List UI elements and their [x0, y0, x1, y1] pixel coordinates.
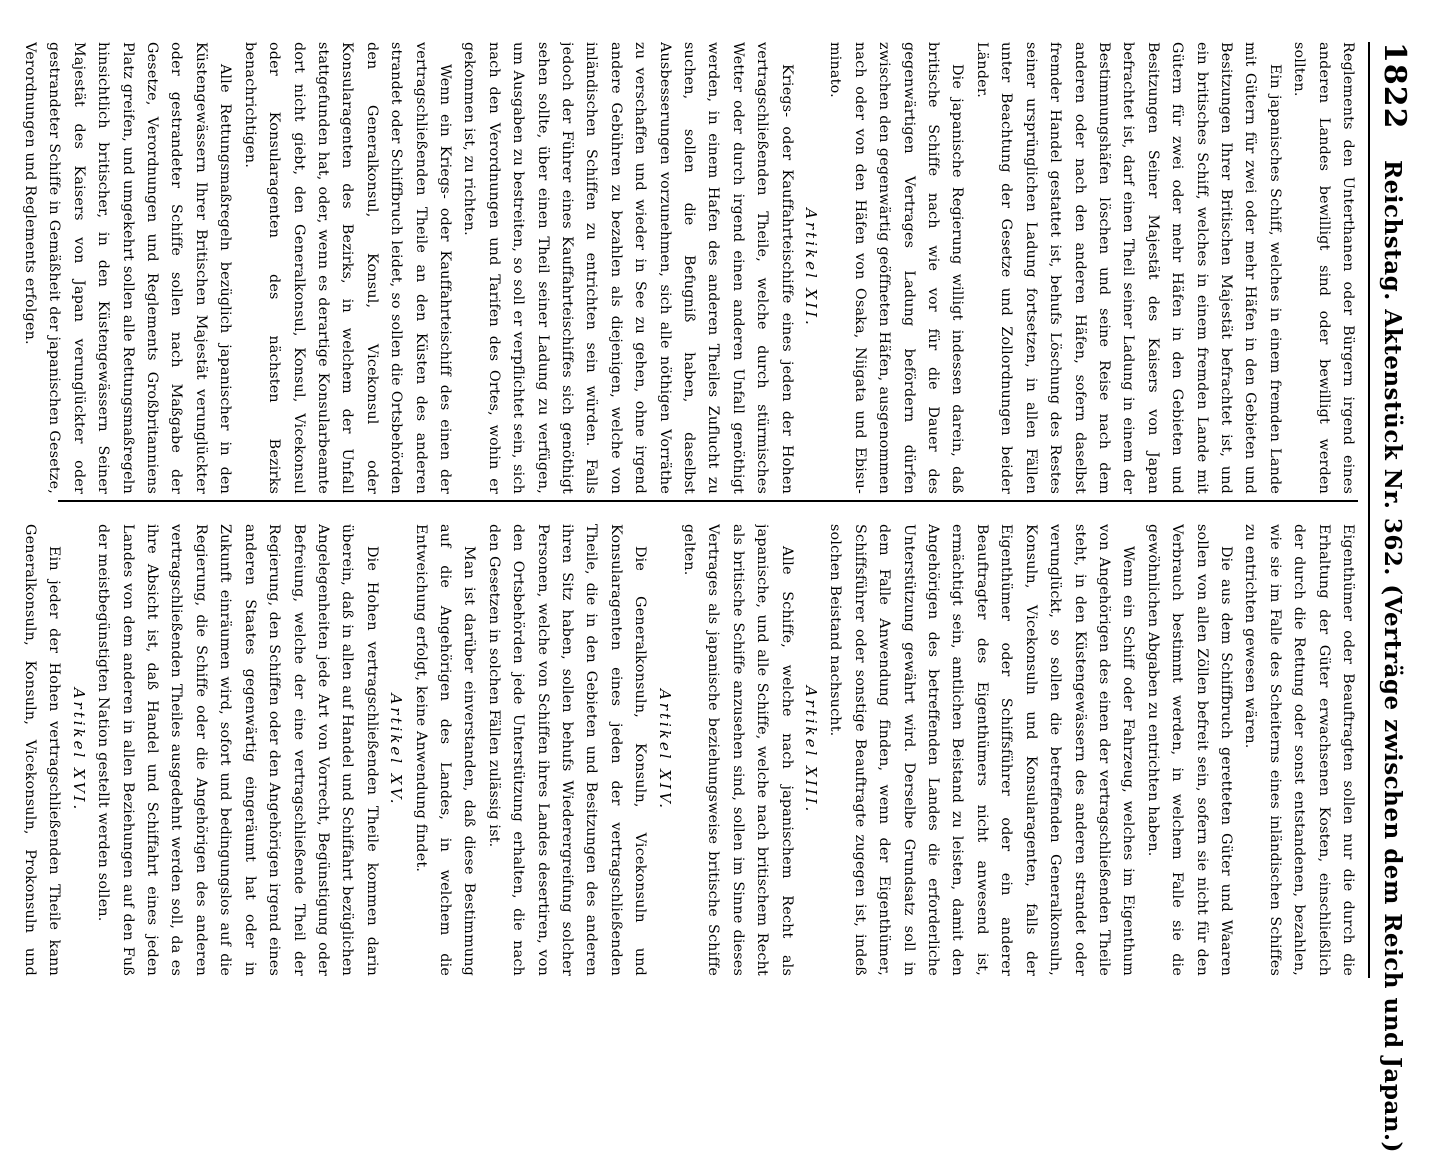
paragraph: Ein jeder der Hohen vertragschließenden Theile kann Generalkonsuln, Konsuln, Vicekonsuln, Prokonsuln und: [22, 524, 63, 976]
article-heading: Artikel XIII.: [802, 685, 821, 815]
paragraph: Kriegs- oder Kauffahrteischiffe eines jeden der Hohen vertragschließenden Theile, welche durch stürmisches Wetter oder durch irgend einen anderen Unfall genöthigt werden, in einem Hafen des anderen Theiles Zuflucht zu suchen, sollen die Befugniß haben, daselbst Ausbesserungen vorzunehmen, sich alle nöthigen Vorräthe zu verschaffen und wieder in See zu gehen, ohne irgend andere Gebühren zu bezahlen als diejenigen, welche von inländischen Schiffen zu entrichten sein würden. Falls jedoch der Führer eines Kauffahrteischiffes sich genöthigt sehen sollte, über einen Theil seiner Ladung zu verfügen, um Ausgaben zu bestreiten, so soll er verpflichtet sein, sich nach den Verordnungen und Tarifen des Ortes, wohin er gekommen ist, zu richten.: [461, 42, 795, 494]
right-text-column: [20, 524, 1360, 976]
left-text-column: [20, 42, 1360, 494]
running-title: Reichstag. Aktenstück Nr. 362. (Verträge zwischen dem Reich und Japan.): [1379, 160, 1406, 1153]
paragraph: Eigenthümer oder Beauftragten sollen nur die durch die Erhaltung der Güter erwachsenen Kosten, einschließlich der durch die Rettung oder sonst entstandenen, bezahlen, wie sie im Falle des Scheiterns eines inländischen Schiffes zu entrichten gewesen wären.: [1242, 524, 1356, 976]
paragraph: Ein japanisches Schiff, welches in einem fremden Lande mit Gütern für zwei oder mehr Häfen in den Gebieten und Besitzungen Ihrer Britischen Majestät befrachtet ist, und ein britisches Schiff, welches in einem fremden Lande mit Gütern für zwei oder mehr Häfen in den Gebieten und Besitzungen Seiner Majestät des Kaisers von Japan befrachtet ist, darf einen Theil seiner Ladung in einem der Bestimmungshäfen löschen und seine Reise nach dem anderen oder nach den anderen Häfen, sofern daselbst fremder Handel gestattet ist, behufs Löschung des Restes seiner ursprünglichen Ladung fortsetzen, in allen Fällen unter Beachtung der Gesetze und Zollordnungen beider Länder.: [973, 42, 1283, 494]
page-number: 1822: [1377, 42, 1412, 130]
paragraph: Wenn ein Schiff oder Fahrzeug, welches im Eigenthum von Angehörigen des einen der vertragschließenden Theile steht, in den Küstengewässern des anderen strandet oder verunglückt, so sollen die betreffenden Generalkonsuln, Konsuln, Vicekonsuln und Konsularagenten, falls der Eigenthümer oder Schiffsführer oder ein anderer Beauftragter des Eigenthümers nicht anwesend ist, ermächtigt sein, amtlichen Beistand zu leisten, damit den Angehörigen des betreffenden Landes die erforderliche Unterstützung gewährt wird. Derselbe Grundsatz soll in dem Falle Anwendung finden, wenn der Eigenthümer, Schiffsführer oder sonstige Beauftragte zugegen ist, indeß solchen Beistand nachsucht.: [827, 524, 1137, 976]
column-divider: [58, 500, 1358, 502]
paragraph: Alle Schiffe, welche nach japanischem Recht als japanische, und alle Schiffe, welche nach britischem Recht als britische Schiffe anzusehen sind, sollen im Sinne dieses Vertrages als japanische beziehungsweise britische Schiffe gelten.: [681, 524, 795, 976]
article-heading: Artikel XVI.: [69, 687, 88, 813]
article-heading: Artikel XII.: [802, 208, 821, 328]
paragraph: Alle Rettungsmaßregeln bezüglich japanischer in den Küstengewässern Ihrer Britischen Majestät verunglückter oder gestrandeter Schiffe sollen nach Maßgabe der Gesetze, Verordnungen und Reglements Großbritanniens Platz greifen, und umgekehrt sollen alle Rettungsmaßregeln hinsichtlich britischer, in den Küstengewässern Seiner Majestät des Kaisers von Japan verunglückter oder gestrandeter Schiffe in Gemäßheit der japanischen Gesetze, Verordnungen und Reglements erfolgen.: [22, 42, 234, 494]
article-heading: Artikel XV.: [387, 693, 406, 807]
article-heading: Artikel XIV.: [655, 689, 674, 811]
paragraph: Die Generalkonsuln, Konsuln, Vicekonsuln und Konsularagenten eines jeden der vertragschließenden Theile, die in den Gebieten und Besitzungen des anderen ihren Sitz haben, sollen behufs Wiederergreifung solcher Personen, welche von Schiffen ihres Landes desertiren, von den Ortsbehörden jede Unterstützung erhalten, die nach den Gesetzen in solchen Fällen zulässig ist.: [485, 524, 649, 976]
paragraph: Man ist darüber einverstanden, daß diese Bestimmung auf die Angehörigen des Landes, in welchem die Entweichung erfolgt, keine Anwendung findet.: [412, 524, 478, 976]
paragraph: Die japanische Regierung willigt indessen darein, daß britische Schiffe nach wie vor für die Dauer des gegenwärtigen Vertrages Ladung befördern dürfen zwischen den gegenwärtig geöffneten Häfen, ausgenommen nach oder von den Häfen von Osaka, Niigata und Ebisu-minato.: [827, 42, 966, 494]
paragraph: Die Hohen vertragschließenden Theile kommen darin überein, daß in allen auf Handel und Schiffahrt bezüglichen Angelegenheiten jede Art von Vorrecht, Begünstigung oder Befreiung, welche der eine vertragschließende Theil der Regierung, den Schiffen oder den Angehörigen irgend eines anderen Staates gegenwärtig eingeräumt hat oder in Zukunft einräumen wird, sofort und bedingungslos auf die Regierung, die Schiffe oder die Angehörigen des anderen vertragschließenden Theiles ausgedehnt werden soll, da es ihre Absicht ist, daß Handel und Schiffahrt eines jeden Landes von dem anderen in allen Beziehungen auf den Fuß der meistbegünstigten Nation gestellt werden sollen.: [95, 524, 380, 976]
paragraph: Wenn ein Kriegs- oder Kauffahrteischiff des einen der vertragschließenden Theile an den Küsten des anderen strandet oder Schiffbruch leidet, so sollen die Ortsbehörden den Generalkonsul, Konsul, Vicekonsul oder Konsularagenten des Bezirks, in welchem der Unfall stattgefunden hat, oder, wenn es derartige Konsularbeamte dort nicht giebt, den Generalkonsul, Konsul, Vicekonsul oder Konsularagenten des nächsten Bezirks benachrichtigen.: [241, 42, 453, 494]
page-header: [1368, 42, 1420, 1153]
paragraph: Die aus dem Schiffbruch geretteten Güter und Waaren sollen von allen Zöllen befreit sein, sofern sie nicht für den Verbrauch bestimmt werden, in welchem Falle sie die gewöhnlichen Abgaben zu entrichten haben.: [1144, 524, 1234, 976]
paragraph: Reglements den Unterthanen oder Bürgern irgend eines anderen Landes bewilligt sind oder bewilligt werden sollten.: [1291, 42, 1356, 494]
